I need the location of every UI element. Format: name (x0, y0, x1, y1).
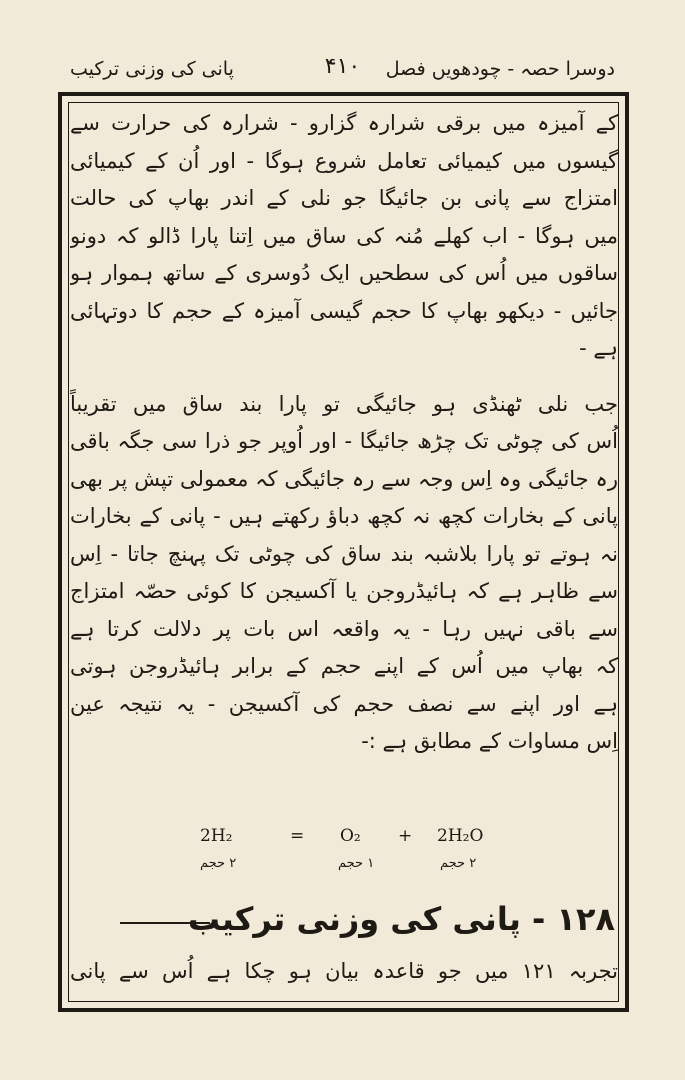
text-line: جائیں - دیکھو بھاپ کا حجم گیسی آمیزہ کے حجم کا دوتہائی (70, 298, 618, 323)
text-line: اِس مساوات کے مطابق ہے :- (361, 729, 618, 753)
text-line: کے آمیزہ میں برقی شرارہ گزارو - شرارہ کی حرارت سے (70, 111, 618, 135)
running-head-title: پانی کی وزنی ترکیب (70, 58, 234, 80)
equation-term-oxygen: O₂ (340, 826, 361, 846)
text-line: میں ہوگا - اب کھلے مُنہ کی ساق میں اِتنا پارا ڈالو کہ دونو (70, 223, 618, 248)
page-number: ۴۱۰ (324, 54, 361, 79)
running-head-section: دوسرا حصہ - چودھویں فصل (385, 58, 615, 80)
text-line: گیسوں میں کیمیائی تعامل شروع ہوگا - اور اُن کے کیمیائی (70, 148, 618, 173)
equation-term-hydrogen: 2H₂ (200, 826, 233, 846)
equation-term-water: 2H₂O (437, 826, 484, 846)
equation-volume-oxygen: ۱ حجم (338, 856, 375, 871)
equation-volume-hydrogen: ۲ حجم (200, 856, 237, 871)
running-head (70, 50, 615, 90)
text-line: امتزاج سے پانی بن جائیگا جو نلی کے اندر بھاپ کی حالت (70, 186, 618, 210)
equation-plus: + (398, 826, 413, 846)
equation-equals: = (290, 826, 305, 846)
text-line: پانی کے بخارات کچھ نہ کچھ دباؤ رکھتے ہیں - پانی کے بخارات (70, 504, 618, 528)
text-line: سے ظاہر ہے کہ ہائیڈروجن یا آکسیجن کا کوئی حصّہ امتزاج (70, 579, 618, 603)
text-line: نہ ہوتے تو پارا بلاشبہ بند ساق کی چوٹی تک پہنچ جاتا - اِس (70, 541, 618, 566)
text-line: اُس کی چوٹی تک چڑھ جائیگا - اور اُوپر جو ذرا سی جگہ باقی (70, 429, 618, 453)
text-line: کہ بھاپ میں اُس کے اپنے حجم کے برابر ہائیڈروجن ہوتی (70, 654, 618, 678)
text-line: ساقوں میں اُس کی سطحیں ایک دُوسری کے ساتھ ہموار ہو (70, 261, 618, 285)
equation-volume-water: ۲ حجم (440, 856, 477, 871)
text-line: رہ جائیگی وہ اِس وجہ سے رہ جائیگی کہ معمولی تپش پر بھی (70, 466, 618, 491)
text-line: سے باقی نہیں رہا - یہ واقعہ اس بات پر دلالت کرتا ہے (70, 616, 618, 641)
text-line: ہے - (579, 336, 618, 360)
text-line: جب نلی ٹھنڈی ہو جائیگی تو پارا بند ساق میں تقریباً (70, 391, 618, 416)
text-line: تجربہ ۱۲۱ میں جو قاعدہ بیان ہو چکا ہے اُس سے پانی (70, 959, 618, 983)
body-text (70, 105, 618, 761)
section-heading: ۱۲۸ - پانی کی وزنی ترکیب (187, 900, 615, 938)
chemical-equation (200, 826, 500, 886)
text-line: ہے اور اپنے سے نصف حجم کی آکسیجن - یہ نتیجہ عین (70, 691, 618, 716)
